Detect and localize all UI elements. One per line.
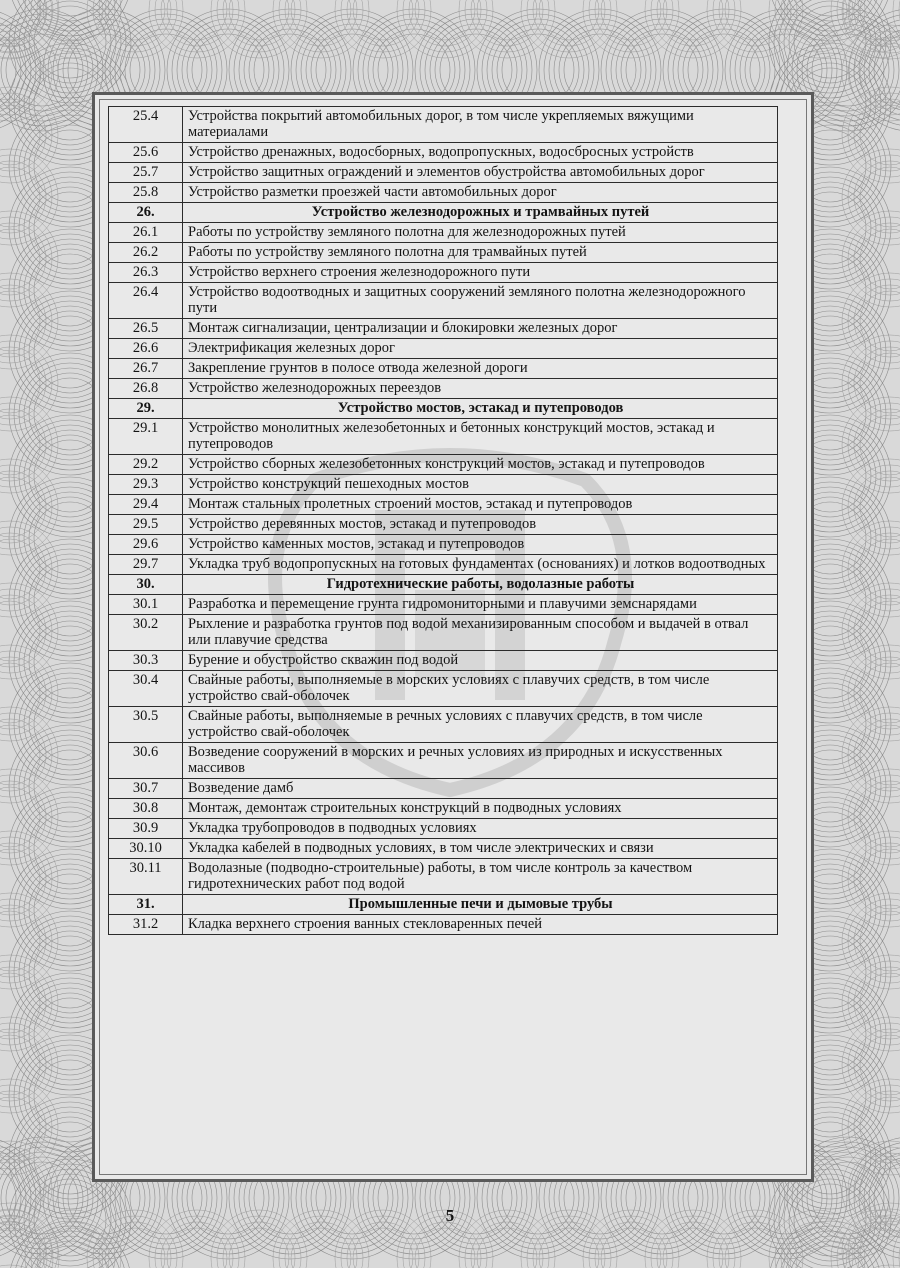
item-description: Устройство деревянных мостов, эстакад и путепроводов bbox=[183, 515, 778, 535]
item-number: 25.6 bbox=[109, 143, 183, 163]
table-row bbox=[109, 379, 778, 399]
item-number: 29.1 bbox=[109, 419, 183, 455]
item-number: 25.7 bbox=[109, 163, 183, 183]
work-types-table bbox=[108, 106, 778, 935]
item-description: Устройство конструкций пешеходных мостов bbox=[183, 475, 778, 495]
section-header-row bbox=[109, 575, 778, 595]
table-row bbox=[109, 859, 778, 895]
table-row bbox=[109, 915, 778, 935]
section-title: Промышленные печи и дымовые трубы bbox=[183, 895, 778, 915]
item-description: Укладка труб водопропускных на готовых фундаментах (основаниях) и лотков водоотводных bbox=[183, 555, 778, 575]
item-description: Свайные работы, выполняемые в речных условиях с плавучих средств, в том числе устройство свай-оболочек bbox=[183, 707, 778, 743]
item-description: Работы по устройству земляного полотна для трамвайных путей bbox=[183, 243, 778, 263]
item-description: Монтаж стальных пролетных строений мостов, эстакад и путепроводов bbox=[183, 495, 778, 515]
item-description: Устройство водоотводных и защитных сооружений земляного полотна железнодорожного пути bbox=[183, 283, 778, 319]
table-row bbox=[109, 707, 778, 743]
table-row bbox=[109, 359, 778, 379]
item-number: 30.4 bbox=[109, 671, 183, 707]
item-description: Устройство защитных ограждений и элементов обустройства автомобильных дорог bbox=[183, 163, 778, 183]
table-row bbox=[109, 243, 778, 263]
table-row bbox=[109, 163, 778, 183]
table-row bbox=[109, 651, 778, 671]
item-number: 26.3 bbox=[109, 263, 183, 283]
table-row bbox=[109, 339, 778, 359]
table-row bbox=[109, 615, 778, 651]
item-number: 30.1 bbox=[109, 595, 183, 615]
table-row bbox=[109, 319, 778, 339]
item-number: 30.9 bbox=[109, 819, 183, 839]
section-header-row bbox=[109, 203, 778, 223]
table-row bbox=[109, 263, 778, 283]
item-number: 25.8 bbox=[109, 183, 183, 203]
item-number: 26.7 bbox=[109, 359, 183, 379]
section-header-row bbox=[109, 895, 778, 915]
item-description: Возведение дамб bbox=[183, 779, 778, 799]
table-row bbox=[109, 743, 778, 779]
table-row bbox=[109, 223, 778, 243]
table-row bbox=[109, 799, 778, 819]
table-row bbox=[109, 819, 778, 839]
item-description: Устройство дренажных, водосборных, водопропускных, водосбросных устройств bbox=[183, 143, 778, 163]
item-number: 26.4 bbox=[109, 283, 183, 319]
item-number: 26.6 bbox=[109, 339, 183, 359]
item-description: Устройство сборных железобетонных конструкций мостов, эстакад и путепроводов bbox=[183, 455, 778, 475]
item-number: 26.8 bbox=[109, 379, 183, 399]
item-description: Разработка и перемещение грунта гидромониторными и плавучими земснарядами bbox=[183, 595, 778, 615]
item-number: 29.3 bbox=[109, 475, 183, 495]
item-number: 25.4 bbox=[109, 107, 183, 143]
table-row bbox=[109, 671, 778, 707]
table-row bbox=[109, 595, 778, 615]
table-row bbox=[109, 475, 778, 495]
item-description: Свайные работы, выполняемые в морских условиях с плавучих средств, в том числе устройство свай-оболочек bbox=[183, 671, 778, 707]
item-number: 29.6 bbox=[109, 535, 183, 555]
item-description: Бурение и обустройство скважин под водой bbox=[183, 651, 778, 671]
item-description: Кладка верхнего строения ванных стекловаренных печей bbox=[183, 915, 778, 935]
table-row bbox=[109, 515, 778, 535]
item-description: Устройство монолитных железобетонных и бетонных конструкций мостов, эстакад и путепроводов bbox=[183, 419, 778, 455]
item-number: 30.11 bbox=[109, 859, 183, 895]
item-number: 30.2 bbox=[109, 615, 183, 651]
table-row bbox=[109, 143, 778, 163]
item-description: Водолазные (подводно-строительные) работы, в том числе контроль за качеством гидротехнических работ под водой bbox=[183, 859, 778, 895]
item-description: Устройство верхнего строения железнодорожного пути bbox=[183, 263, 778, 283]
item-number: 30.6 bbox=[109, 743, 183, 779]
item-description: Работы по устройству земляного полотна для железнодорожных путей bbox=[183, 223, 778, 243]
item-number: 26.5 bbox=[109, 319, 183, 339]
item-number: 29.4 bbox=[109, 495, 183, 515]
item-number: 30. bbox=[109, 575, 183, 595]
item-number: 30.10 bbox=[109, 839, 183, 859]
section-title: Устройство мостов, эстакад и путепроводов bbox=[183, 399, 778, 419]
item-number: 29.5 bbox=[109, 515, 183, 535]
section-title: Гидротехнические работы, водолазные работы bbox=[183, 575, 778, 595]
table-row bbox=[109, 555, 778, 575]
item-number: 26.1 bbox=[109, 223, 183, 243]
table-row bbox=[109, 779, 778, 799]
item-description: Устройство разметки проезжей части автомобильных дорог bbox=[183, 183, 778, 203]
item-description: Устройства покрытий автомобильных дорог, в том числе укрепляемых вяжущими материалами bbox=[183, 107, 778, 143]
item-number: 30.5 bbox=[109, 707, 183, 743]
item-number: 26.2 bbox=[109, 243, 183, 263]
table-row bbox=[109, 535, 778, 555]
item-description: Рыхление и разработка грунтов под водой механизированным способом и выдачей в отвал или плавучие средства bbox=[183, 615, 778, 651]
section-header-row bbox=[109, 399, 778, 419]
table-row bbox=[109, 419, 778, 455]
item-description: Возведение сооружений в морских и речных условиях из природных и искусственных массивов bbox=[183, 743, 778, 779]
table-row bbox=[109, 107, 778, 143]
table-row bbox=[109, 495, 778, 515]
section-title: Устройство железнодорожных и трамвайных путей bbox=[183, 203, 778, 223]
table-row bbox=[109, 455, 778, 475]
item-description: Электрификация железных дорог bbox=[183, 339, 778, 359]
item-number: 29.2 bbox=[109, 455, 183, 475]
item-description: Укладка трубопроводов в подводных условиях bbox=[183, 819, 778, 839]
item-description: Закрепление грунтов в полосе отвода железной дороги bbox=[183, 359, 778, 379]
item-number: 30.8 bbox=[109, 799, 183, 819]
item-description: Монтаж сигнализации, централизации и блокировки железных дорог bbox=[183, 319, 778, 339]
item-number: 31.2 bbox=[109, 915, 183, 935]
item-number: 26. bbox=[109, 203, 183, 223]
item-description: Устройство каменных мостов, эстакад и путепроводов bbox=[183, 535, 778, 555]
page-number: 5 bbox=[445, 1206, 455, 1225]
item-description: Укладка кабелей в подводных условиях, в том числе электрических и связи bbox=[183, 839, 778, 859]
table-row bbox=[109, 283, 778, 319]
item-number: 30.7 bbox=[109, 779, 183, 799]
item-number: 31. bbox=[109, 895, 183, 915]
item-number: 29. bbox=[109, 399, 183, 419]
item-number: 30.3 bbox=[109, 651, 183, 671]
item-number: 29.7 bbox=[109, 555, 183, 575]
table-row bbox=[109, 839, 778, 859]
item-description: Монтаж, демонтаж строительных конструкций в подводных условиях bbox=[183, 799, 778, 819]
table-row bbox=[109, 183, 778, 203]
item-description: Устройство железнодорожных переездов bbox=[183, 379, 778, 399]
